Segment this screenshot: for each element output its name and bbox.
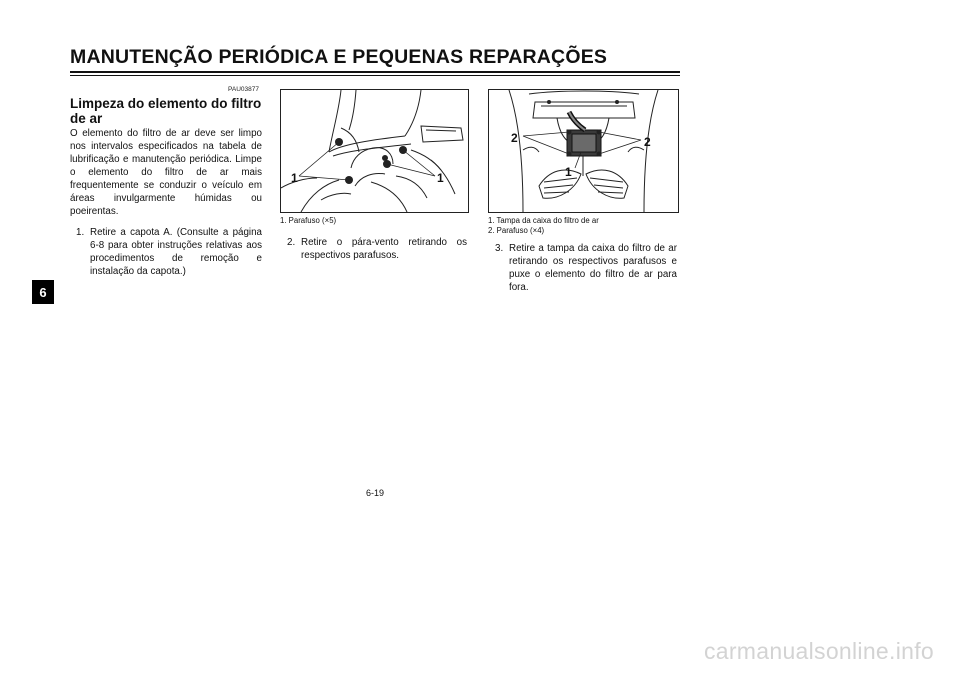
- figure-2-caption: [488, 216, 599, 235]
- figure-windshield-bolts: [280, 89, 469, 213]
- figure-2-caption-line-1: 1. Tampa da caixa do filtro de ar: [488, 216, 599, 225]
- step-2-text: Retire o pára-vento retirando os respectivos parafusos.: [301, 237, 467, 261]
- chapter-tab[interactable]: 6: [32, 280, 54, 304]
- step-1: [76, 226, 262, 278]
- step-3-number: 3.: [495, 243, 504, 254]
- title-rule-thick: [70, 71, 680, 73]
- figure-2-caption-line-2: 2. Parafuso (×4): [488, 225, 545, 235]
- section-heading: Limpeza do elemento do filtro de ar: [70, 96, 262, 126]
- step-2: [287, 236, 467, 262]
- callout-2-right: 2: [644, 135, 651, 149]
- callout-1-right: 1: [437, 171, 444, 185]
- section-body: O elemento do filtro de ar deve ser limpo nos intervalos especificados na tabela de lubrificação e manutenção periódica. Limpe o elemento do filtro de ar mais frequentemente se conduzir o veículo em áreas invulgarmente húmidas ou poeirentas.: [70, 128, 262, 217]
- figure-1-caption-line-1: 1. Parafuso (×5): [280, 216, 337, 225]
- figure-airbox-cover: [488, 89, 679, 213]
- windshield-illustration: [281, 90, 468, 212]
- airbox-illustration: [489, 90, 678, 212]
- figure-1-caption: [280, 216, 336, 226]
- title-rule-thin: [70, 75, 680, 76]
- step-2-number: 2.: [287, 237, 296, 248]
- page-title: MANUTENÇÃO PERIÓDICA E PEQUENAS REPARAÇÕES: [70, 46, 608, 68]
- step-3: [495, 242, 677, 294]
- callout-1-center: 1: [565, 165, 572, 179]
- callout-2-left: 2: [511, 131, 518, 145]
- step-1-text: Retire a capota A. (Consulte a página 6-8 para obter instruções relativas aos procedimentos de remoção e instalação da capota.): [90, 227, 262, 277]
- step-3-text: Retire a tampa da caixa do filtro de ar retirando os respectivos parafusos e puxe o elemento do filtro de ar para fora.: [509, 243, 677, 293]
- step-1-number: 1.: [76, 227, 85, 238]
- watermark: carmanualsonline.info: [703, 638, 934, 664]
- callout-1-left: 1: [291, 171, 298, 185]
- section-code: PAU03877: [228, 86, 259, 93]
- page-number: 6-19: [366, 488, 385, 498]
